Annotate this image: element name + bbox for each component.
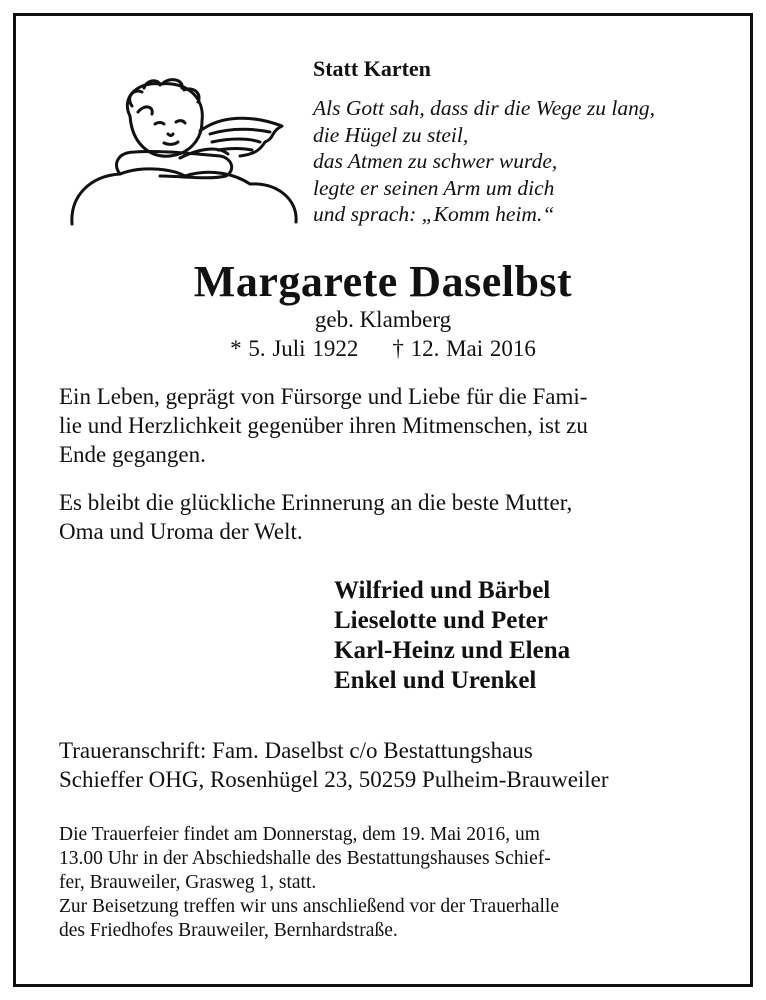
angel-icon <box>60 76 305 226</box>
poem-line: Als Gott sah, dass dir die Wege zu lang, <box>313 96 656 120</box>
paragraph-life <box>59 382 714 469</box>
paragraph-memory <box>59 488 714 546</box>
born-name: geb. Klamberg <box>314 307 452 332</box>
text-line: Oma und Uroma der Welt. <box>59 519 303 544</box>
statt-karten-heading: Statt Karten <box>313 56 431 81</box>
service-line: fer, Brauweiler, Grasweg 1, statt. <box>59 872 317 893</box>
poem-line: und sprach: „Komm heim.“ <box>313 202 555 226</box>
service-line: Die Trauerfeier findet am Donnerstag, dem 19. Mai 2016, um <box>59 824 540 845</box>
birth-date: * 5. Juli 1922 <box>230 336 359 361</box>
text-line: Es bleibt die glückliche Erinnerung an die beste Mutter, <box>59 490 573 515</box>
life-dates <box>0 336 766 362</box>
mourning-address <box>59 736 609 794</box>
address-line: Schieffer OHG, Rosenhügel 23, 50259 Pulheim-Brauweiler <box>59 767 609 792</box>
poem-line: das Atmen zu schwer wurde, <box>313 149 558 173</box>
funeral-service-info <box>59 823 559 943</box>
text-line: Ein Leben, geprägt von Fürsorge und Liebe für die Fami- <box>59 384 588 409</box>
poem-line: die Hügel zu steil, <box>313 122 469 147</box>
family-line: Enkel und Urenkel <box>334 667 537 694</box>
address-line: Traueranschrift: Fam. Daselbst c/o Bestattungshaus <box>59 738 533 763</box>
family-line: Karl-Heinz und Elena <box>334 637 571 664</box>
text-line: lie und Herzlichkeit gegenüber ihren Mitmenschen, ist zu <box>59 413 588 438</box>
family-line: Lieselotte und Peter <box>334 607 548 634</box>
service-line: Zur Beisetzung treffen wir uns anschließend vor der Trauerhalle <box>59 896 559 917</box>
text-line: Ende gegangen. <box>59 442 206 467</box>
poem <box>313 95 655 228</box>
family-signatures <box>334 576 570 696</box>
death-date: † 12. Mai 2016 <box>392 336 536 361</box>
service-line: des Friedhofes Brauweiler, Bernhardstraße. <box>59 920 398 941</box>
family-line: Wilfried und Bärbel <box>334 577 551 604</box>
poem-line: legte er seinen Arm um dich <box>313 175 555 200</box>
deceased-name: Margarete Daselbst <box>193 257 573 306</box>
service-line: 13.00 Uhr in der Abschiedshalle des Bestattungshauses Schief- <box>59 848 551 869</box>
